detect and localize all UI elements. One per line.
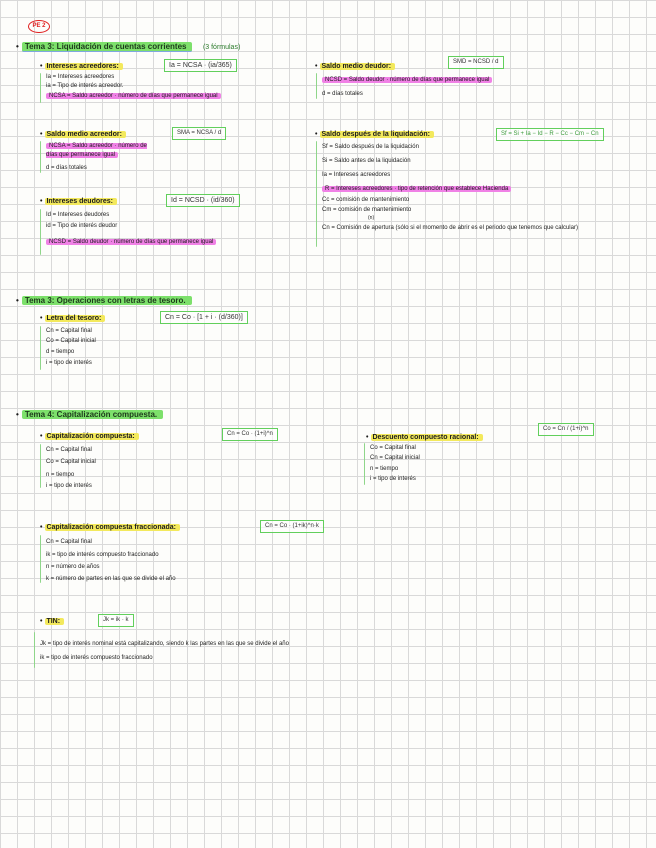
tin-formula: Jk = ik · k [98,614,134,627]
page-badge: PE 2 [28,20,50,33]
smd-brace [316,73,317,99]
ia-brace [40,73,41,103]
topic3b-title: Tema 3: Operaciones con letras de tesoro. [22,296,192,305]
sma-brace [40,141,41,173]
id-line-3: NCSD = Saldo deudor · número de días que permanece igual [46,238,216,247]
dc-line-4: i = tipo de interés [370,476,416,482]
ccf-formula: Cn = Co · (1+ik)^n·k [260,520,324,533]
letra-line-1: Cn = Capital final [46,328,92,334]
id-line-1: Id = Intereses deudores [46,212,110,218]
sf-line-1: Sf = Saldo después de la liquidación [322,144,419,150]
smd-heading: • Saldo medio deudor: [315,62,395,72]
cc-line-3: n = tiempo [46,472,75,478]
topic4-heading: • Tema 4: Capitalización compuesta. [16,404,163,422]
sf-formula: Sf = Si + Ia − Id − R − Cc − Cm − Cn [496,128,604,141]
letra-brace [40,326,41,370]
sf-line-4: R = Intereses acreedores · tipo de retención que establece Hacienda [322,185,511,194]
ccf-line-4: k = número de partes en las que se divide el año [46,576,176,582]
topic4-title: Tema 4: Capitalización compuesta. [22,410,163,419]
dc-brace [364,443,365,485]
ia-line-3: NCSA = Saldo acreedor · número de días que permanece igual [46,92,221,101]
letra-line-3: d = tiempo [46,349,75,355]
ccf-brace [40,535,41,583]
smd-line-2: d = días totales [322,91,363,97]
ccf-line-2: ik = tipo de interés compuesto fraccionado [46,552,159,558]
cc-line-2: Co = Capital inicial [46,459,96,465]
ia-line-2: ia = Tipo de interés acreedor. [46,83,124,89]
dc-line-3: n = tiempo [370,466,399,472]
dc-line-2: Cn = Capital inicial [370,455,420,461]
letra-heading: • Letra del tesoro: [40,314,105,324]
letra-formula: Cn = Co · [1 + i · (d/360)] [160,311,248,324]
cc-line-1: Cn = Capital final [46,447,92,453]
id-heading: • Intereses deudores: [40,197,117,207]
tin-line-1: Jk = tipo de interés nominal está capitalizando, siendo k las partes en las que se divide el año [40,641,289,647]
id-brace [40,209,41,255]
sf-line-6: Cm = comisión de mantenimiento [322,207,412,213]
topic3-heading: • Tema 3: Liquidación de cuentas corrientes (3 fórmulas) [16,42,241,51]
letra-line-4: i = tipo de interés [46,360,92,366]
cc-formula: Cn = Co · (1+i)^n [222,428,278,441]
sma-line-1: NCSA = Saldo acreedor · número de días que permanece igual [46,143,147,158]
sf-line-8: Cn = Comisión de apertura (sólo si el momento de abrir es el periodo que tenemos que calcular) [322,225,578,231]
sf-line-5: Cc = comisión de mantenimiento [322,197,410,203]
dc-formula: Co = Cn / (1+i)^n [538,423,594,436]
tin-heading: • TIN: [40,617,64,627]
dc-line-1: Co = Capital final [370,445,416,451]
letra-line-2: Co = Capital inicial [46,338,96,344]
id-line-2: id = Tipo de interés deudor [46,223,118,229]
sma-heading: • Saldo medio acreedor: [40,130,126,140]
ccf-heading: • Capitalización compuesta fraccionada: [40,523,180,533]
topic3-note: (3 fórmulas) [202,44,241,51]
sf-heading: • Saldo después de la liquidación: [315,130,434,140]
sf-line-2: Si = Saldo antes de la liquidación [322,158,411,164]
tin-line-2: ik = tipo de interés compuesto fraccionado [40,655,153,661]
smd-formula: SMD = NCSD / d [448,56,504,69]
cc-line-4: i = tipo de interés [46,483,92,489]
cc-heading: • Capitalización compuesta: [40,432,139,442]
sf-line-7: (n) [368,215,375,221]
ia-heading: • Intereses acreedores: [40,62,123,72]
ccf-line-1: Cn = Capital final [46,539,92,545]
ccf-line-3: n = número de años [46,564,100,570]
sma-line-2: d = días totales [46,165,87,171]
sf-brace [316,141,317,247]
sf-line-3: Ia = Intereses acreedores [322,172,391,178]
ia-line-1: Ia = Intereses acreedores [46,74,115,80]
topic3-title: Tema 3: Liquidación de cuentas corrientes [22,42,193,52]
tin-brace [34,632,35,668]
ia-formula: Ia = NCSA · (ia/365) [164,59,237,72]
cc-brace [40,444,41,488]
topic3b-heading: • Tema 3: Operaciones con letras de tesoro. [16,290,192,308]
id-formula: Id = NCSD · (id/360) [166,194,240,207]
dc-heading: • Descuento compuesto racional: [366,433,483,443]
sma-formula: SMA = NCSA / d [172,127,226,140]
smd-line-1: NCSD = Saldo deudor · número de días que permanece igual [322,76,492,85]
